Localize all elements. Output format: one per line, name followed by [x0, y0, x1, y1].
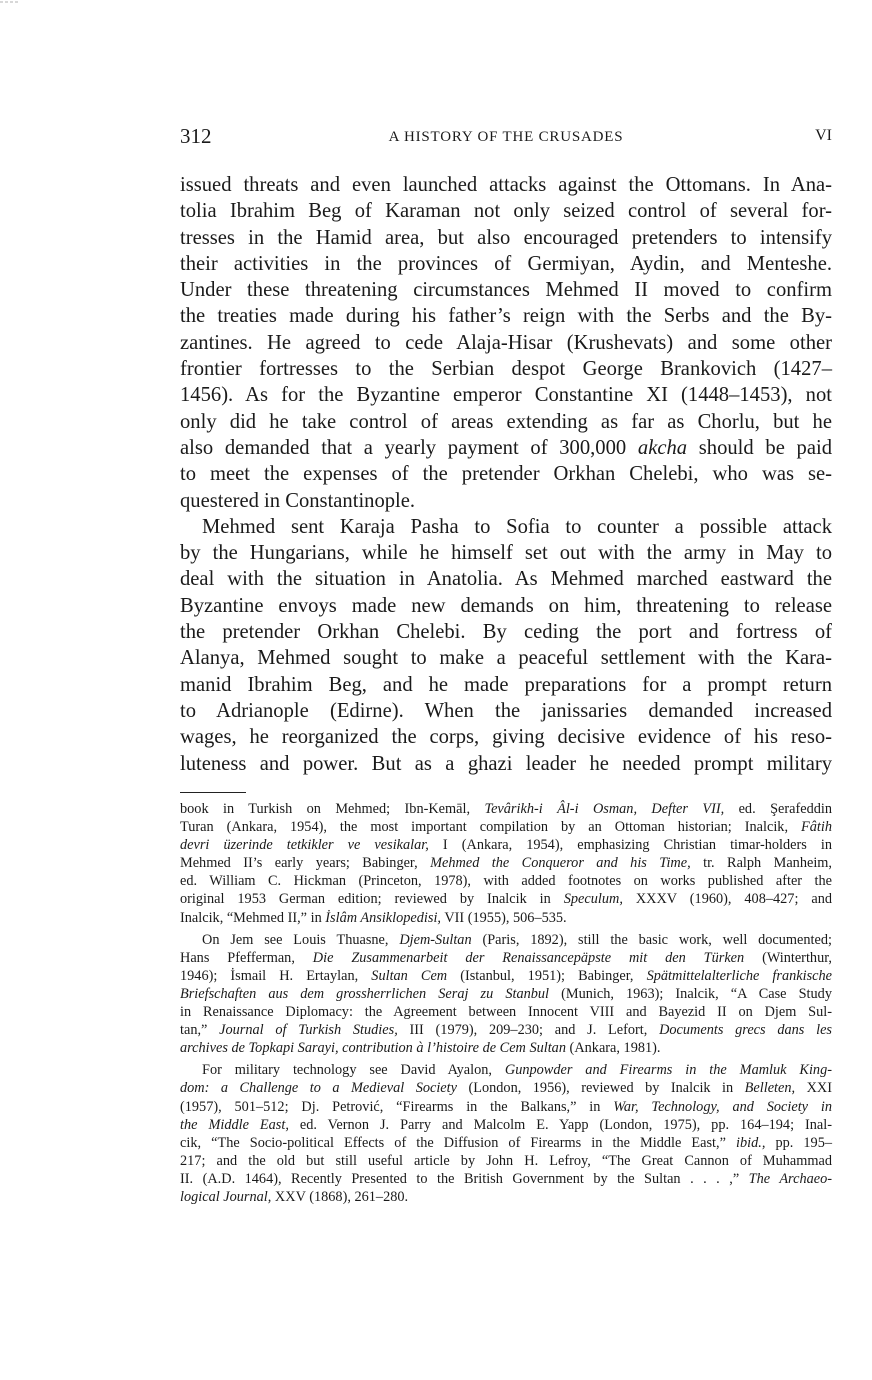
- note-text-line: For military technology see David Ayalon, Gunpowder and Firearms in the Mamluk King-: [202, 1062, 832, 1079]
- body-text-line: Alanya, Mehmed sought to make a peaceful settlement with the Kara-: [180, 647, 832, 670]
- body-text-line: 1456). As for the Byzantine emperor Constantine XI (1448–1453), not: [180, 384, 832, 407]
- body-text-line: luteness and power. But as a ghazi leader he needed prompt military: [180, 752, 832, 775]
- body-text-line: to meet the expenses of the pretender Orkhan Chelebi, who was se-: [180, 463, 832, 486]
- page-number: 312: [180, 124, 212, 148]
- body-text-line: zantines. He agreed to cede Alaja-Hisar (Krushevats) and some other: [180, 331, 832, 354]
- body-text-line: also demanded that a yearly payment of 300,000 akcha should be paid: [180, 436, 833, 459]
- note-text-line: 1946); İsmail H. Ertaylan, Sultan Cem (Istanbul, 1951); Babinger, Spätmittelalterliche frankische: [180, 967, 832, 984]
- body-text-line: questered in Constantinople.: [180, 489, 416, 512]
- body-text-line: the treaties made during his father’s reign with the Serbs and the By-: [180, 305, 832, 328]
- bibliographic-notes: [180, 800, 832, 1206]
- note-text-line: 217; and the old but still useful article by John H. Lefroy, “The Great Cannon of Muhammad: [180, 1152, 832, 1169]
- body-text-line: only did he take control of areas extending as far as Chorlu, but he: [180, 410, 832, 433]
- note-text-line: Hans Pfefferman, Die Zusammenarbeit der Renaissancepäpste mit den Türken (Winterthur,: [180, 949, 832, 966]
- running-head: A HISTORY OF THE CRUSADES: [388, 129, 624, 145]
- note-text-line: (1957), 501–512; Dj. Petrović, “Firearms in the Balkans,” in War, Technology, and Society in: [180, 1098, 832, 1115]
- note-text-line: tan,” Journal of Turkish Studies, III (1979), 209–230; and J. Lefort, Documents grecs dans les: [180, 1022, 832, 1039]
- note-text-line: cik, “The Socio-political Effects of the Diffusion of Firearms in the Middle East,” ibid., pp. 195–: [180, 1134, 832, 1151]
- note-text-line: Briefschaften aus dem grossherrlichen Seraj zu Stanbul (Munich, 1963); Inalcik, “A Case Study: [180, 985, 832, 1002]
- note-text-line: original 1953 German edition; reviewed by Inalcik in Speculum, XXXV (1960), 408–427; and: [180, 891, 832, 908]
- body-text-line: Mehmed sent Karaja Pasha to Sofia to counter a possible attack: [202, 515, 832, 538]
- footnote-rule: [180, 792, 246, 793]
- note-text-line: Turan (Ankara, 1954), the most important compilation by an Ottoman historian; Inalcik, Fâtih: [180, 819, 832, 836]
- section-number: VI: [815, 127, 832, 144]
- body-text-line: Byzantine envoys made new demands on him, threatening to release: [180, 594, 832, 617]
- body-text-line: manid Ibrahim Beg, and he made preparations for a prompt return: [180, 673, 832, 696]
- body-text-line: tresses in the Hamid area, but also encouraged pretenders to intensify: [180, 226, 832, 249]
- note-text-line: archives de Topkapi Sarayi, contribution à l’histoire de Cem Sultan (Ankara, 1981).: [180, 1040, 661, 1057]
- main-text-block: [180, 172, 832, 777]
- note-text-line: in Renaissance Diplomacy: the Agreement between Innocent VIII and Bayezid II on Djem Sul-: [180, 1004, 832, 1021]
- note-text-line: logical Journal, XXV (1868), 261–280.: [180, 1188, 409, 1205]
- note-text-line: II. (A.D. 1464), Recently Presented to the British Government by the Sultan . . . ,” The Archaeo-: [180, 1170, 832, 1187]
- note-text-line: book in Turkish on Mehmed; Ibn-Kemāl, Tevârikh-i Âl-i Osman, Defter VII, ed. Şerafeddin: [180, 801, 832, 817]
- body-text-line: the pretender Orkhan Chelebi. By ceding the port and fortress of: [180, 621, 832, 644]
- note-text-line: Inalcik, “Mehmed II,” in İslâm Ansiklopedisi, VII (1955), 506–535.: [180, 909, 567, 926]
- note-text-line: Mehmed II’s early years; Babinger, Mehmed the Conqueror and his Time, tr. Ralph Manheim,: [180, 855, 832, 872]
- body-text-line: tolia Ibrahim Beg of Karaman not only seized control of several for-: [180, 200, 832, 223]
- body-text-line: by the Hungarians, while he himself set out with the army in May to: [180, 542, 832, 565]
- note-text-line: ed. William C. Hickman (Princeton, 1978), with added footnotes on works published after the: [180, 873, 832, 890]
- body-text-line: issued threats and even launched attacks against the Ottomans. In Ana-: [180, 174, 832, 196]
- body-text-line: deal with the situation in Anatolia. As Mehmed marched eastward the: [180, 568, 832, 591]
- note-text-line: dom: a Challenge to a Medieval Society (London, 1956), reviewed by Inalcik in Belleten, XXI: [180, 1080, 832, 1097]
- body-text-line: frontier fortresses to the Serbian despot George Brankovich (1427–: [180, 358, 832, 381]
- note-text-line: the Middle East, ed. Vernon J. Parry and Malcolm E. Yapp (London, 1975), pp. 164–194; Inal-: [180, 1116, 833, 1133]
- note-text-line: devri üzerinde tetkikler ve vesikalar, I (Ankara, 1954), emphasizing Christian timar-holders in: [180, 837, 832, 854]
- scan-artifact-mark: [0, 0, 22, 4]
- body-text-line: Under these threatening circumstances Mehmed II moved to confirm: [180, 279, 832, 302]
- body-text-line: wages, he reorganized the corps, giving decisive evidence of his reso-: [180, 726, 832, 749]
- body-text-line: their activities in the provinces of Germiyan, Aydin, and Menteshe.: [180, 252, 832, 275]
- page-header: [180, 124, 832, 148]
- body-text-line: to Adrianople (Edirne). When the janissaries demanded increased: [180, 699, 832, 722]
- note-text-line: On Jem see Louis Thuasne, Djem-Sultan (Paris, 1892), still the basic work, well documented;: [202, 931, 832, 948]
